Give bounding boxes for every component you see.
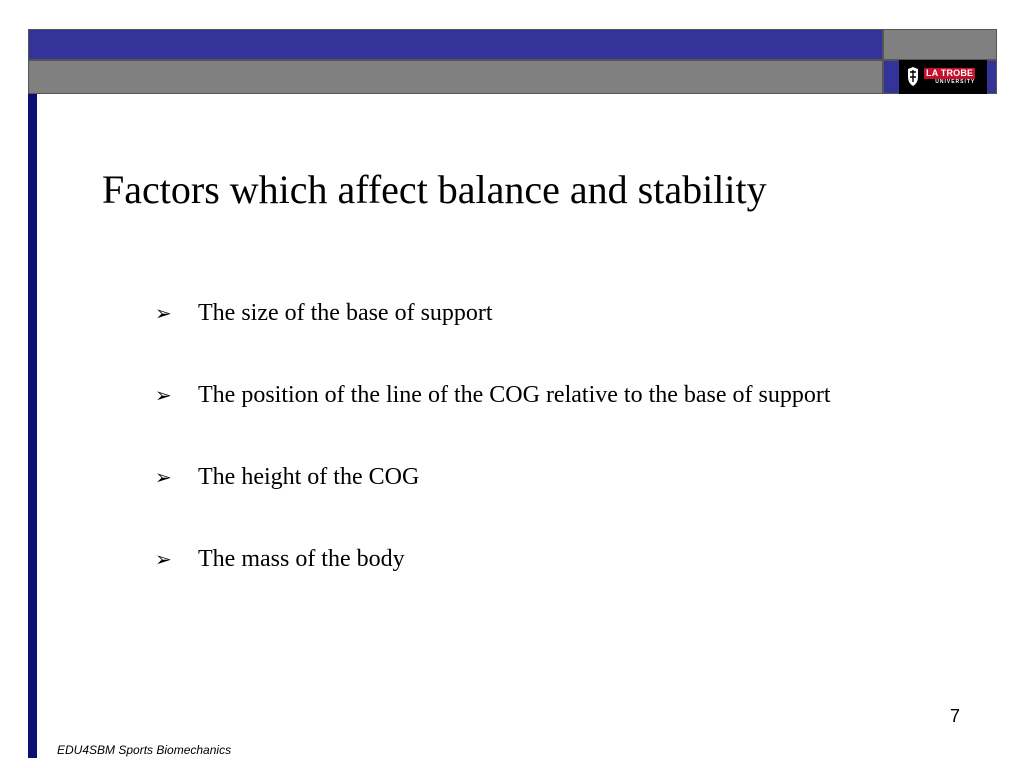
header-band-blue bbox=[28, 29, 883, 60]
la-trobe-logo bbox=[899, 60, 987, 94]
arrowhead-bullet-icon: ➢ bbox=[155, 301, 172, 325]
bullet-item bbox=[155, 460, 875, 494]
bullet-item bbox=[155, 378, 875, 412]
footer-course-label: EDU4SBM Sports Biomechanics bbox=[57, 743, 232, 757]
arrowhead-bullet-icon: ➢ bbox=[155, 547, 172, 571]
bullet-item bbox=[155, 296, 875, 330]
logo-main-text: LA TROBE bbox=[926, 68, 974, 78]
arrowhead-bullet-icon: ➢ bbox=[155, 465, 172, 489]
bullet-text: The size of the base of support bbox=[198, 300, 493, 326]
bullet-text: The position of the line of the COG relative to the base of support bbox=[198, 382, 831, 408]
crest-icon bbox=[905, 67, 921, 87]
arrowhead-bullet-icon: ➢ bbox=[155, 383, 172, 407]
left-accent-bar bbox=[28, 94, 37, 758]
header-band-grey-right bbox=[883, 29, 997, 60]
bullet-text: The height of the COG bbox=[198, 464, 420, 490]
bullet-item bbox=[155, 542, 875, 576]
bullet-list bbox=[155, 296, 875, 576]
page-number: 7 bbox=[950, 706, 961, 726]
logo-sub-text: UNIVERSITY bbox=[935, 79, 976, 85]
slide-title: Factors which affect balance and stability bbox=[102, 167, 767, 212]
bullet-text: The mass of the body bbox=[198, 546, 405, 572]
header-band-grey bbox=[28, 60, 883, 94]
